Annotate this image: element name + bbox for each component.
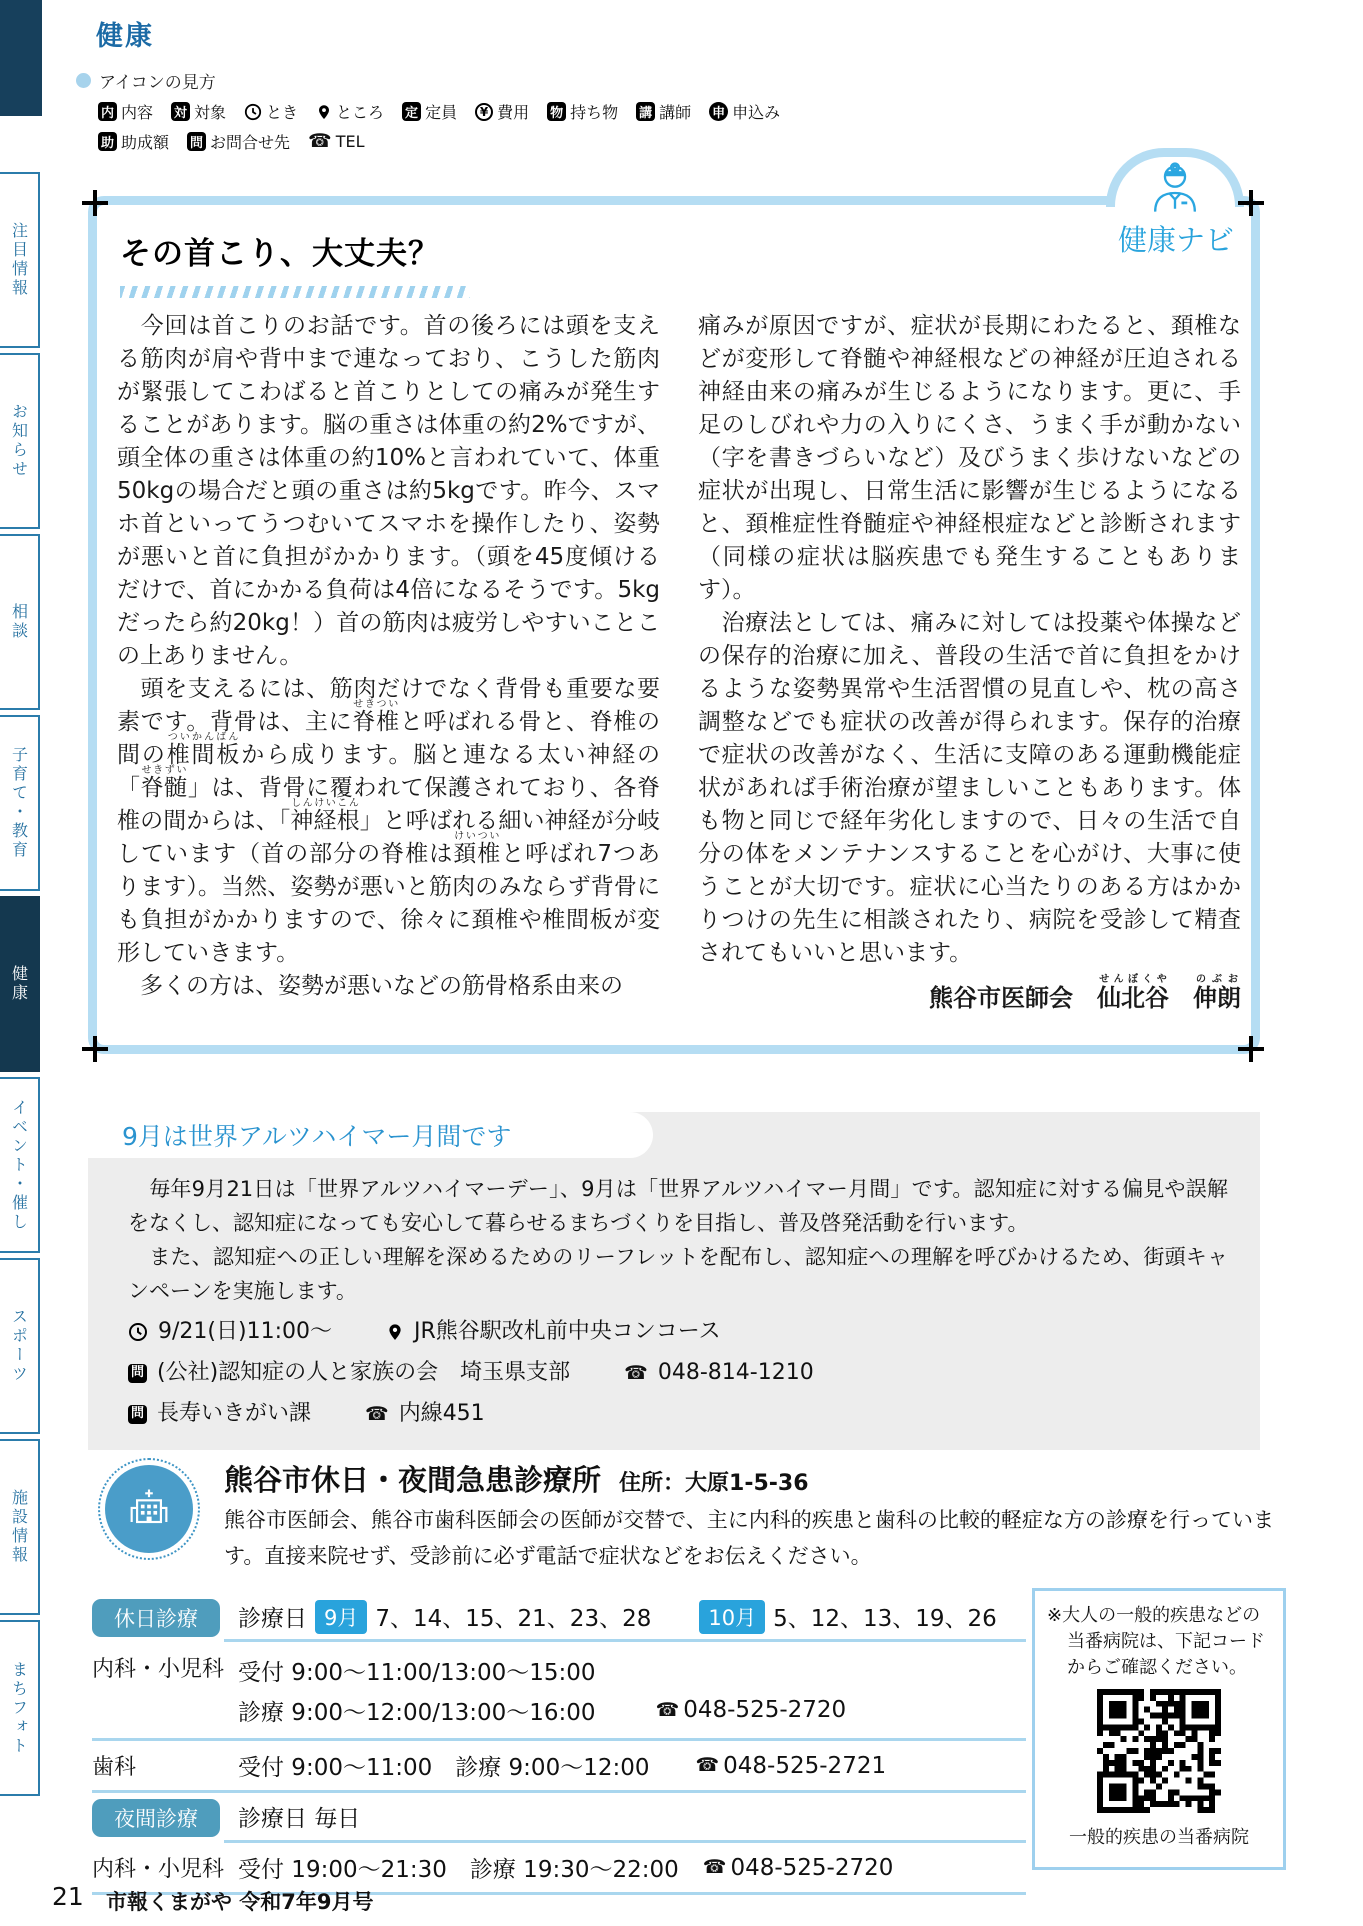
- article-paragraph: 多くの方は、姿勢が悪いなどの筋骨格系由来の: [117, 973, 623, 999]
- event-time: 9/21(日)11:00～: [158, 1319, 332, 1344]
- article-column-right: [698, 310, 1241, 1015]
- crop-mark-icon: [1238, 190, 1264, 216]
- crop-mark-icon: [82, 1036, 108, 1062]
- legend-item: 講 講師: [636, 100, 691, 123]
- month-badge-october: 10月: [699, 1600, 765, 1634]
- day-label: 診療日: [238, 1606, 307, 1632]
- legend-item: ところ: [316, 100, 384, 123]
- lecturer-badge-icon: 講: [636, 102, 655, 121]
- legend-row-1: [98, 100, 780, 123]
- inquiry-badge-icon: 問: [187, 132, 206, 151]
- crop-mark-icon: [1238, 1036, 1264, 1062]
- article-paragraph: 頭を支えるには、筋肉だけでなく背骨も重要な要素です。背骨は、主に脊椎せきついと呼ばれる骨と、脊椎の間の椎間板ついかんばんから成ります。脳と連なる太い神経の「脊髄せきずい」は、背骨に覆われて保護されており、各脊椎の間からは、「神経根しんけいこん」と呼ばれる細い神経が分岐しています（首の部分の脊椎は頚椎けいついと呼ばれ7つあります）。当然、姿勢が悪いと筋肉のみならず背骨にも負担がかかりますので、徐々に頚椎や椎間板が変形していきます。: [117, 676, 661, 966]
- phone-icon: ☎: [308, 130, 332, 152]
- inquiry-row: [128, 1397, 1228, 1431]
- article-column-left: [117, 310, 660, 1015]
- inquiry-contact-tel: 内線451: [398, 1401, 485, 1426]
- crop-mark-icon: [82, 190, 108, 216]
- alzheimer-paragraph: 毎年9月21日は「世界アルツハイマーデー」、9月は「世界アルツハイマー月間」です。認知症に対する偏見や誤解をなくし、認知症になっても安心して暮らせるまちづくりを目指し、普及啓発活動を行います。: [128, 1177, 1228, 1235]
- day-label: 診療日 毎日: [238, 1806, 361, 1832]
- qr-note: ※大人の一般的疾患などの当番病院は、下記コードからご確認ください。: [1047, 1605, 1265, 1678]
- author-credit: 熊谷市医師会 仙北谷せんぼくや 伸朗のぶお: [929, 974, 1241, 1012]
- bullet-icon: [76, 73, 91, 88]
- subsidy-badge-icon: 助: [98, 132, 117, 151]
- qr-caption: 一般的疾患の当番病院: [1069, 1827, 1249, 1848]
- legend-row-2: [98, 130, 780, 153]
- october-days: 5、12、13、19、26: [773, 1606, 997, 1632]
- legend-item: 対 対象: [171, 100, 226, 123]
- event-place: JR熊谷駅改札前中央コンコース: [413, 1319, 721, 1344]
- sidebar-tab-event[interactable]: イベント・催し: [0, 1077, 40, 1253]
- phone-icon: ☎: [702, 1856, 727, 1878]
- title-underline-zigzag: [120, 286, 470, 298]
- phone-icon: ☎: [695, 1754, 720, 1776]
- clock-icon: [244, 103, 262, 121]
- article-title: その首こり、大丈夫？: [120, 236, 440, 272]
- table-row-internal: [92, 1642, 1026, 1741]
- phone-icon: ☎: [365, 1402, 389, 1425]
- content-badge-icon: 内: [98, 102, 117, 121]
- alzheimer-paragraph: また、認知症への正しい理解を深めるためのリーフレットを配布し、認知症への理解を呼びかけるため、街頭キャンペーンを実施します。: [128, 1245, 1228, 1303]
- qr-info-box: [1032, 1588, 1286, 1870]
- phone-number: 048-525-2720: [730, 1854, 894, 1881]
- legend-item: 内 内容: [98, 100, 153, 123]
- legend-item: 申 申込み: [709, 100, 780, 123]
- article-body: [117, 310, 1241, 1015]
- doctor-icon: [1147, 158, 1203, 214]
- dental-hours: 受付 9:00～11:00 診療 9:00～12:00: [238, 1755, 650, 1781]
- footer-issue: 市報くまがや 令和7年9月号: [106, 1890, 374, 1914]
- clock-icon: [128, 1322, 148, 1342]
- reception-hours: 受付 9:00～11:00/13:00～15:00: [238, 1659, 596, 1686]
- table-row-dental: [92, 1741, 1026, 1793]
- phone-number: 048-525-2720: [683, 1697, 847, 1723]
- corner-block: [0, 0, 42, 116]
- page-number: 21: [52, 1882, 84, 1911]
- table-row-night: [92, 1793, 1026, 1843]
- clinic-description: 熊谷市医師会、熊谷市歯科医師会の医師が交替で、主に内科的疾患と歯科の比較的軽症な方の診療を行っています。直接来院せず、受診前に必ず電話で症状などをお伝えください。: [224, 1508, 1274, 1568]
- health-navi-badge: 健康ナビ: [1117, 223, 1234, 257]
- pin-icon: [386, 1322, 404, 1342]
- inquiry-badge-icon: 問: [128, 1405, 147, 1424]
- alzheimer-section: [88, 1112, 1260, 1450]
- legend-item: 物 持ち物: [547, 100, 618, 123]
- article-paragraph: 治療法としては、痛みに対しては投薬や体操などの保存的治療に加え、普段の生活で首に負担をかけるような姿勢異常や生活習慣の見直しや、枕の高さ調整などでも症状の改善が得られます。保存的治療で症状の改善がなく、生活に支障のある運動機能症状があれば手術治療が望ましいこともあります。体も物と同じで経年劣化しますので、日々の生活で自分の体をメンテナンスすることを心がけ、大事に使うことが大切です。症状に心当たりのある方はかかりつけの先生に相談されたり、病院を受診して精査されてもいいと思います。: [698, 610, 1241, 966]
- clinic-header: [224, 1458, 809, 1499]
- capacity-badge-icon: 定: [402, 102, 421, 121]
- apply-badge-icon: 申: [709, 102, 728, 121]
- sidebar-tab-kosodate[interactable]: 子育て・教育: [0, 715, 40, 891]
- sidebar-tab-kenkou[interactable]: 健康: [0, 896, 40, 1072]
- dept-label: 内科・小児科: [92, 1657, 225, 1682]
- event-when-where: [128, 1315, 1228, 1349]
- hospital-circle-icon: [98, 1458, 200, 1560]
- september-days: 7、14、15、21、23、28: [375, 1606, 652, 1632]
- clinic-schedule-table: [92, 1594, 1026, 1895]
- dept-label: 歯科: [92, 1755, 137, 1780]
- phone-icon: ☎: [655, 1698, 680, 1721]
- sidebar-tab-machiphoto[interactable]: まちフォト: [0, 1620, 40, 1796]
- legend-item: 助 助成額: [98, 130, 169, 153]
- legend-item: ☎ TEL: [308, 130, 365, 152]
- qr-code: [1047, 1689, 1271, 1817]
- phone-icon: ☎: [624, 1361, 648, 1384]
- inquiry-contact-name: (公社)認知症の人と家族の会 埼玉県支部: [157, 1360, 571, 1385]
- phone-number: 048-525-2721: [723, 1752, 887, 1779]
- hospital-icon: [123, 1483, 175, 1535]
- month-badge-september: 9月: [315, 1600, 367, 1634]
- inquiry-row: [128, 1356, 1228, 1390]
- alzheimer-title-band: [88, 1112, 653, 1158]
- article-paragraph: 今回は首こりのお話です。首の後ろには頭を支える筋肉が肩や背中まで連なっており、こうした筋肉が緊張してこわばると首こりとしての痛みが発生することがあります。脳の重さは体重の約2%ですが、頭全体の重さは体重の約10%と言われていて、体重50kgの場合だと頭の重さは約5kgです。昨今、スマホ首といってうつむいてスマホを操作したり、姿勢が悪いと首に負担がかかります。（頭を45度傾けるだけで、首にかかる負荷は4倍になるそうです。5kgだったら約20kg！）首の筋肉は疲労しやすいことこの上ありません。: [117, 313, 660, 669]
- legend-title: アイコンの見方: [99, 73, 216, 93]
- legend-item: 定 定員: [402, 100, 457, 123]
- dept-label: 内科・小児科: [92, 1857, 225, 1882]
- clinic-title: 熊谷市休日・夜間急患診療所: [224, 1463, 602, 1497]
- sidebar-tab-soudan[interactable]: 相談: [0, 534, 40, 710]
- inquiry-contact-tel: 048-814-1210: [657, 1360, 814, 1385]
- inquiry-contact-name: 長寿いきがい課: [157, 1401, 312, 1426]
- pin-icon: [316, 103, 332, 121]
- consult-hours: 診療 9:00～12:00/13:00～16:00: [238, 1699, 596, 1726]
- alzheimer-title: 9月は世界アルツハイマー月間です: [122, 1122, 512, 1151]
- belongings-badge-icon: 物: [547, 102, 566, 121]
- sidebar-tab-shisetsu[interactable]: 施設情報: [0, 1439, 40, 1615]
- sidebar-tab-sports[interactable]: スポーツ: [0, 1258, 40, 1434]
- night-badge: 夜間診療: [92, 1799, 220, 1837]
- alzheimer-body: [128, 1172, 1228, 1431]
- icon-legend: [76, 68, 780, 153]
- target-badge-icon: 対: [171, 102, 190, 121]
- legend-item: とき: [244, 100, 298, 123]
- holiday-badge: 休日診療: [92, 1599, 220, 1637]
- night-hours: 受付 19:00～21:30 診療 19:30～22:00: [238, 1857, 679, 1883]
- yen-icon: ¥: [475, 103, 493, 121]
- table-row-holiday: [92, 1594, 1026, 1642]
- article-paragraph: 痛みが原因ですが、症状が長期にわたると、頚椎などが変形して脊髄や神経根などの神経が圧迫される神経由来の痛みが生じるようになります。更に、手足のしびれや力の入りにくさ、うまく手が動かない（字を書きづらいなど）及びうまく歩けないなどの症状が出現し、日常生活に影響が生じるようになると、頚椎症性脊髄症や神経根症などと診断されます（同様の症状は脳疾患でも発生することもあります）。: [698, 313, 1241, 603]
- inquiry-badge-icon: 問: [128, 1364, 147, 1383]
- sidebar-tab-chuumoku[interactable]: 注目情報: [0, 172, 40, 348]
- clinic-address: 住所：大原1-5-36: [619, 1471, 809, 1496]
- page-category: 健康: [96, 21, 154, 52]
- legend-item: ¥ 費用: [475, 100, 529, 123]
- sidebar-tab-oshirase[interactable]: お知らせ: [0, 353, 40, 529]
- legend-item: 問 お問合せ先: [187, 130, 290, 153]
